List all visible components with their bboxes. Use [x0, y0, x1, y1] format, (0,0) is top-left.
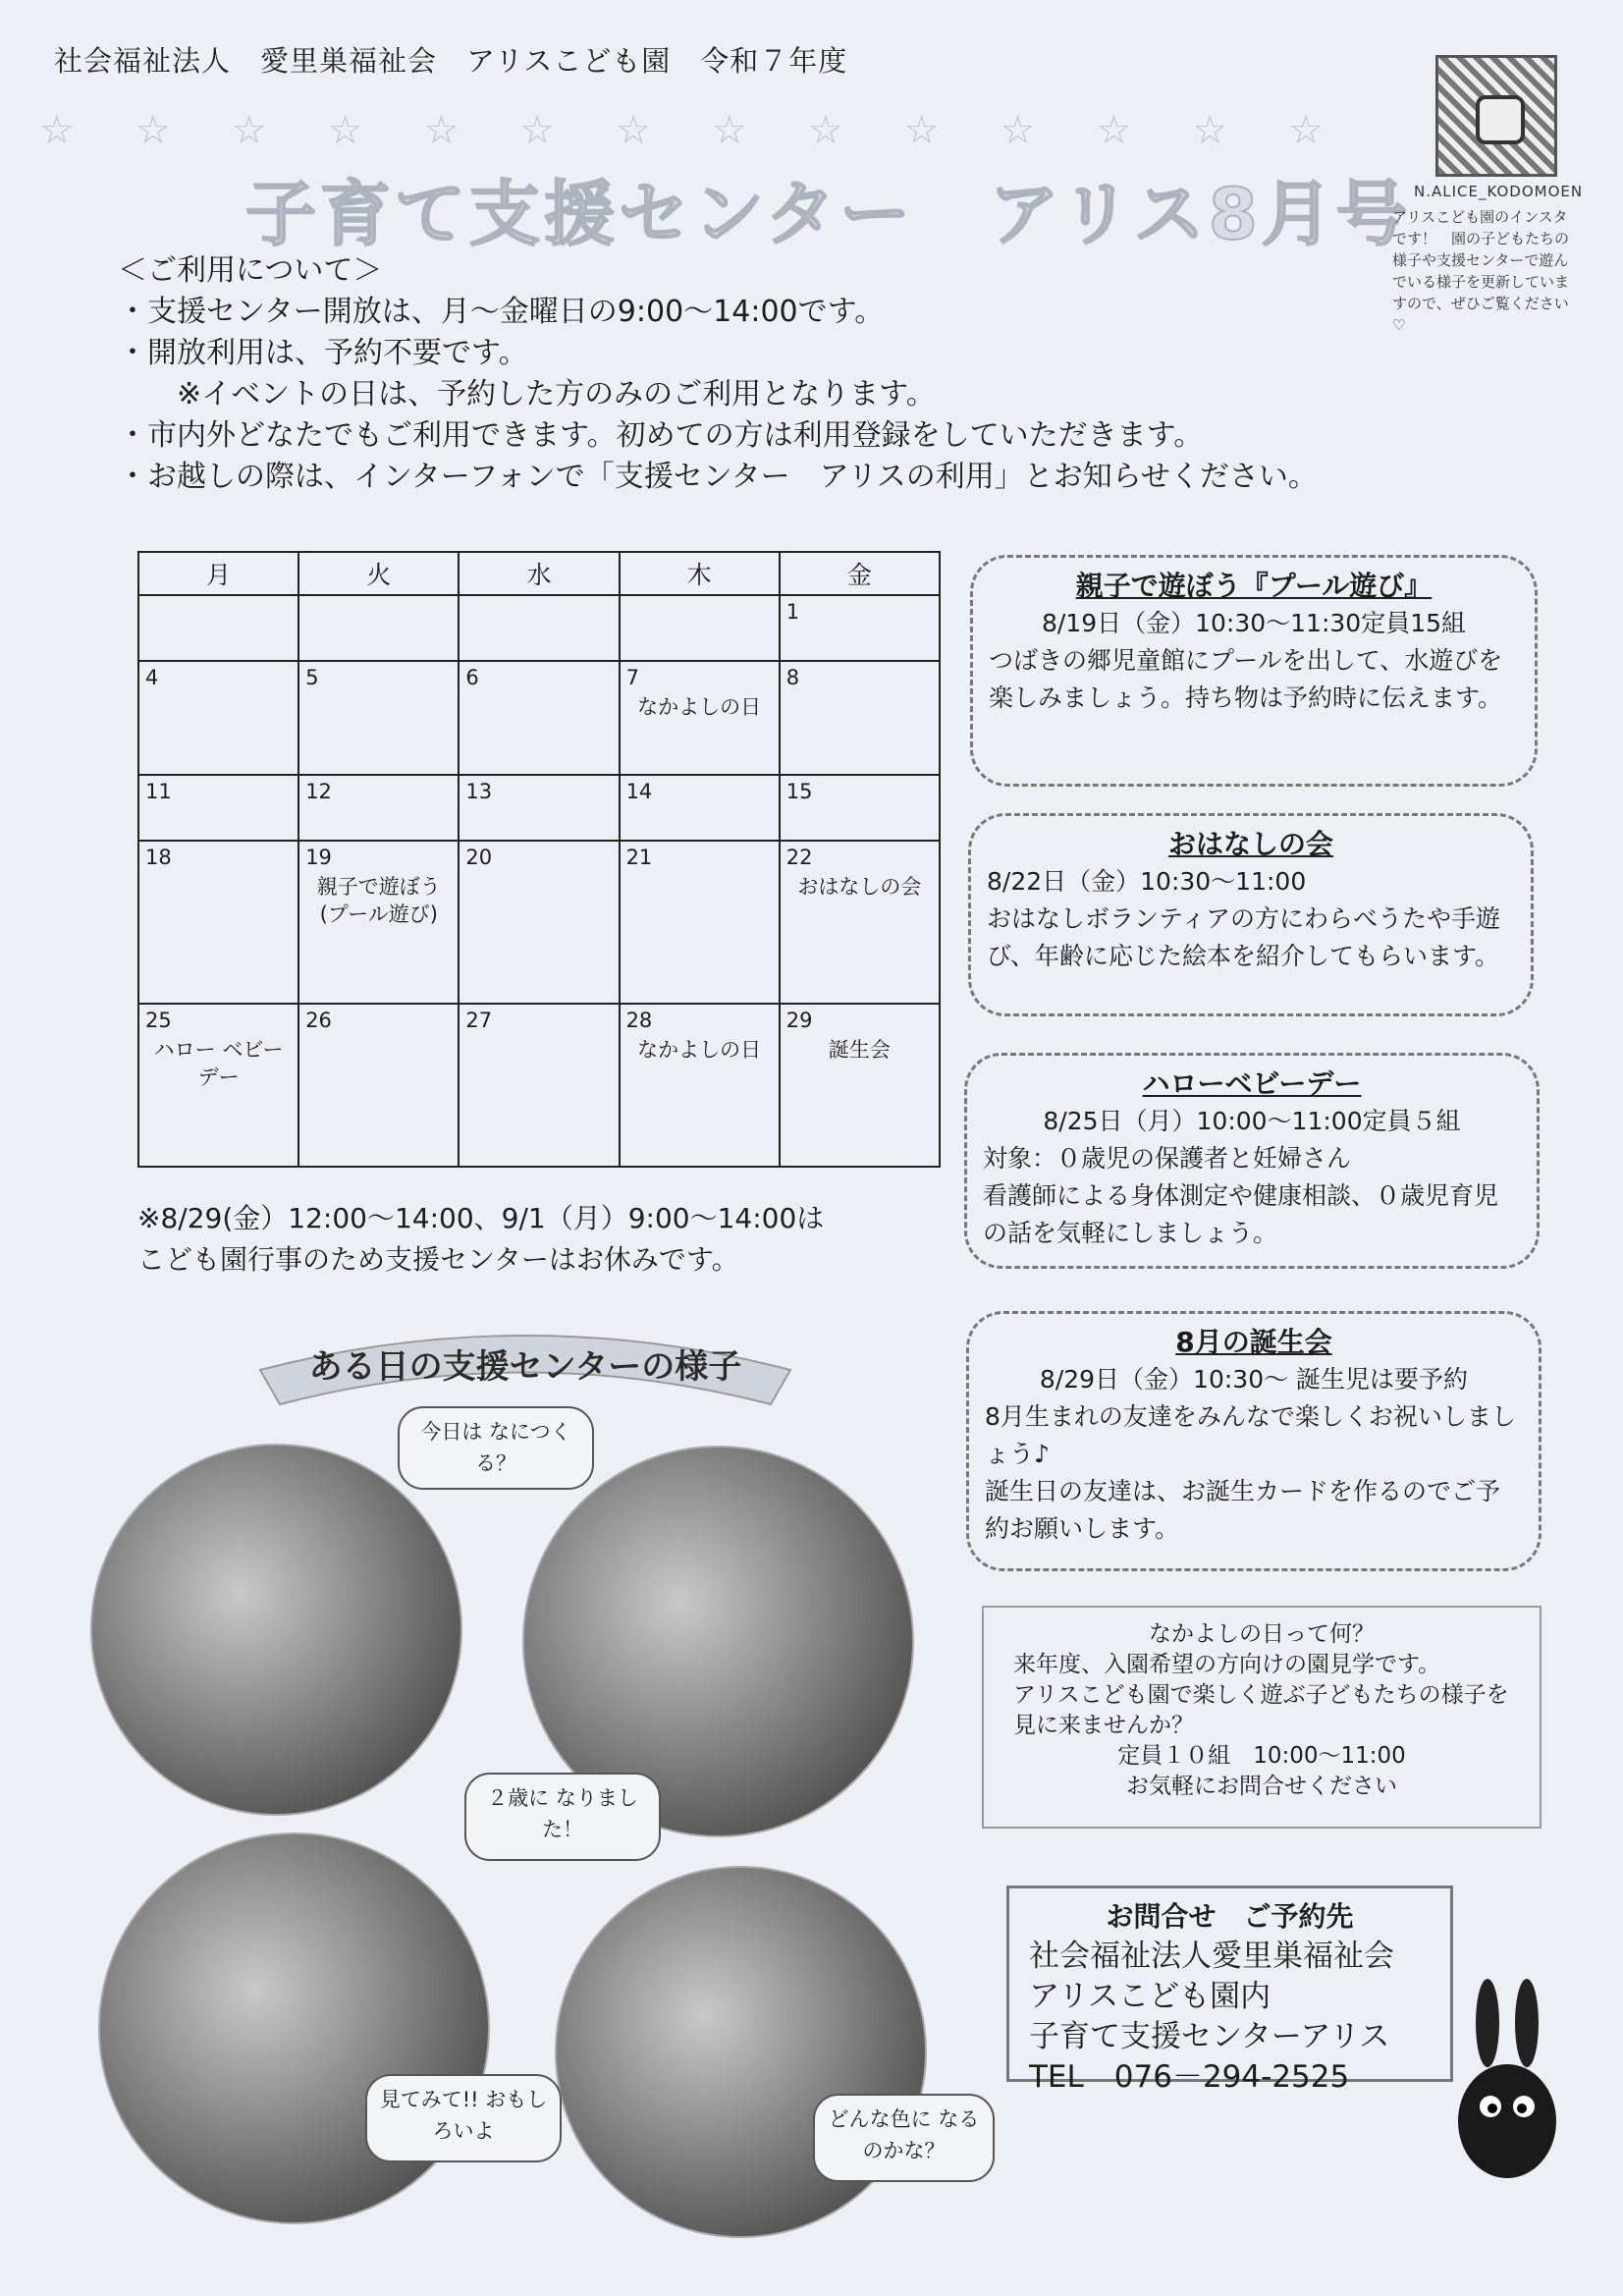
- photo-banner: [250, 1311, 800, 1419]
- photo-circle: [98, 1832, 490, 2224]
- page-title: 子育て支援センター アリス8月号: [245, 173, 1411, 255]
- insta-text: アリスこども園のインスタです！ 園の子どもたちの様子や支援センターで遊んでいる様子を更新していますので、ぜひご覧ください♡: [1392, 208, 1570, 334]
- event-desc: 誕生日の友達は、お誕生カードを作るのでご予約お願いします。: [985, 1477, 1501, 1543]
- calendar-day: [459, 775, 619, 841]
- usage-heading: ＜ご利用について＞: [118, 253, 383, 288]
- closure-note: [137, 1198, 952, 1281]
- speech-bubble: 見てみて!! おもしろいよ: [365, 2074, 562, 2162]
- calendar-day: [138, 1004, 298, 1167]
- calendar-day-number: 15: [785, 780, 813, 804]
- event-desc: 看護師による身体測定や健康相談、０歳児育児の話を気軽にしましょう。: [983, 1181, 1499, 1247]
- star-decoration: ☆☆☆☆☆☆☆☆☆☆☆☆☆☆: [39, 108, 1385, 153]
- event-when: 8/25日（月）10:00～11:00定員５組: [1043, 1107, 1461, 1135]
- calendar-day-number: 27: [465, 1009, 493, 1033]
- usage-item: ・市内外どなたでもご利用できます。初めての方は利用登録をしていただきます。: [118, 418, 1204, 453]
- photo-circle: [555, 1866, 927, 2238]
- nakayoshi-line: 定員１０組 10:00～11:00: [1117, 1743, 1406, 1769]
- event-target: 対象：０歳児の保護者と妊婦さん: [983, 1144, 1352, 1173]
- calendar-day: [780, 841, 940, 1004]
- speech-bubble: 今日は なにつくる？: [398, 1406, 594, 1490]
- calendar-week: [138, 775, 940, 841]
- speech-bubble: ２歳に なりました！: [464, 1773, 661, 1861]
- calendar-day: [138, 775, 298, 841]
- nakayoshi-line: アリスこども園で楽しく遊ぶ子どもたちの様子を見に来ませんか？: [1013, 1682, 1509, 1738]
- usage-item: ※イベントの日は、予約した方のみのご利用となります。: [118, 377, 936, 411]
- contact-line: 子育て支援センターアリス: [1029, 2019, 1390, 2054]
- nakayoshi-box: [982, 1606, 1542, 1829]
- event-title: 8月の誕生会: [1175, 1326, 1332, 1358]
- calendar-day-number: 28: [625, 1009, 653, 1033]
- calendar-day-number: 19: [305, 846, 332, 870]
- calendar-week: [138, 661, 940, 775]
- nakayoshi-line: 来年度、入園希望の方向けの園見学です。: [1013, 1652, 1441, 1677]
- contact-line: 社会福祉法人愛里巣福祉会: [1029, 1939, 1394, 1974]
- calendar-day: [780, 775, 940, 841]
- calendar-event: なかよしの日: [637, 1038, 762, 1063]
- calendar-day: [620, 775, 780, 841]
- calendar-day: [138, 595, 298, 661]
- photo-circle: [90, 1444, 462, 1816]
- usage-section: [118, 250, 1434, 498]
- calendar-day-number: 22: [785, 846, 813, 870]
- calendar-event: 誕生会: [828, 1038, 891, 1063]
- calendar-day: [620, 595, 780, 661]
- weekday-tue: 火: [298, 552, 459, 595]
- contact-line: アリスこども園内: [1029, 1979, 1271, 2014]
- event-title: おはなしの会: [1167, 828, 1333, 860]
- calendar-day: [459, 841, 619, 1004]
- nakayoshi-question: なかよしの日って何？: [1149, 1621, 1375, 1647]
- event-birthday: [966, 1311, 1542, 1571]
- calendar-day: [138, 661, 298, 775]
- event-when: 8/19日（金）10:30～11:30定員15組: [1041, 609, 1467, 637]
- usage-item: ・開放利用は、予約不要です。: [118, 336, 528, 370]
- calendar-day: [459, 661, 619, 775]
- weekday-thu: 木: [620, 552, 780, 595]
- calendar-day-number: 26: [305, 1009, 332, 1033]
- calendar-day: [298, 595, 459, 661]
- event-title: 親子で遊ぼう『プール遊び』: [1075, 570, 1433, 602]
- calendar-day: [620, 841, 780, 1004]
- calendar-day-number: 12: [305, 780, 332, 804]
- calendar-event: なかよしの日: [637, 695, 762, 720]
- speech-bubble: どんな色に なるのかな？: [813, 2094, 995, 2182]
- event-desc: つばきの郷児童館にプールを出して、水遊びを楽しみましょう。持ち物は予約時に伝えます。: [989, 646, 1503, 712]
- calendar-week: [138, 841, 940, 1004]
- calendar-event: ハロー ベビーデー: [153, 1038, 284, 1090]
- calendar-day: [298, 661, 459, 775]
- contact-title: お問合せ ご予約先: [1106, 1900, 1354, 1933]
- closure-note-line: こども園行事のため支援センターはお休みです。: [137, 1243, 739, 1276]
- calendar-day-number: 6: [465, 666, 479, 690]
- event-desc: 8月生まれの友達をみんなで楽しくお祝いしましょう♪: [985, 1402, 1516, 1468]
- instagram-icon: [1476, 95, 1525, 144]
- event-title: ハローベビーデー: [1142, 1067, 1362, 1100]
- calendar-day: [780, 595, 940, 661]
- calendar-day: [780, 1004, 940, 1167]
- calendar-day-number: 8: [785, 666, 800, 690]
- calendar-week: [138, 1004, 940, 1167]
- qr-code[interactable]: [1435, 55, 1557, 177]
- weekday-wed: 水: [459, 552, 619, 595]
- banner-text: ある日の支援センターの様子: [308, 1347, 742, 1387]
- weekday-mon: 月: [138, 552, 298, 595]
- event-desc: おはなしボランティアの方にわらべうたや手遊び、年齢に応じた絵本を紹介してもらいます。: [987, 904, 1501, 970]
- calendar-day: [298, 841, 459, 1004]
- nakayoshi-line: お気軽にお問合せください: [1126, 1774, 1397, 1799]
- calendar-day: [620, 1004, 780, 1167]
- calendar-day-number: 20: [465, 846, 493, 870]
- calendar-day: [138, 841, 298, 1004]
- calendar-event: おはなしの会: [797, 875, 922, 900]
- calendar-day-number: 25: [145, 1009, 172, 1033]
- calendar-day-number: 11: [145, 780, 172, 804]
- calendar-week: [138, 595, 940, 661]
- calendar-day-number: 7: [625, 666, 639, 690]
- contact-tel[interactable]: TEL 076－294-2525: [1029, 2059, 1350, 2095]
- calendar: [137, 551, 941, 1168]
- event-when: 8/22日（金）10:30～11:00: [987, 867, 1307, 896]
- calendar-day-number: 1: [785, 600, 800, 624]
- calendar-day-number: 18: [145, 846, 172, 870]
- calendar-day: [459, 1004, 619, 1167]
- calendar-day: [780, 661, 940, 775]
- rabbit-mascot-icon: [1443, 1974, 1571, 2180]
- calendar-day-number: 21: [625, 846, 653, 870]
- header-line: 社会福祉法人 愛里巣福祉会 アリスこども園 令和７年度: [54, 44, 848, 78]
- calendar-day-number: 14: [625, 780, 653, 804]
- weekday-fri: 金: [780, 552, 940, 595]
- insta-id: N.ALICE_KODOMOEN: [1414, 183, 1584, 200]
- usage-item: ・お越しの際は、インターフォンで「支援センター アリスの利用」とお知らせください。: [118, 460, 1318, 494]
- calendar-day: [298, 1004, 459, 1167]
- calendar-day: [459, 595, 619, 661]
- contact-box: [1006, 1886, 1453, 2095]
- calendar-day: [298, 775, 459, 841]
- calendar-day-number: 29: [785, 1009, 813, 1033]
- event-when: 8/29日（金）10:30～ 誕生児は要予約: [1039, 1365, 1469, 1394]
- closure-note-line: ※8/29(金）12:00～14:00、9/1（月）9:00～14:00は: [137, 1202, 825, 1234]
- usage-item: ・支援センター開放は、月～金曜日の9:00～14:00です。: [118, 295, 885, 329]
- calendar-event: 親子で遊ぼう(プール遊び): [316, 875, 441, 927]
- calendar-day-number: 4: [145, 666, 159, 690]
- calendar-day-number: 5: [305, 666, 319, 690]
- event-baby: [964, 1053, 1540, 1269]
- calendar-day-number: 13: [465, 780, 493, 804]
- event-pool: [970, 555, 1538, 787]
- event-story: [968, 813, 1534, 1016]
- calendar-day: [620, 661, 780, 775]
